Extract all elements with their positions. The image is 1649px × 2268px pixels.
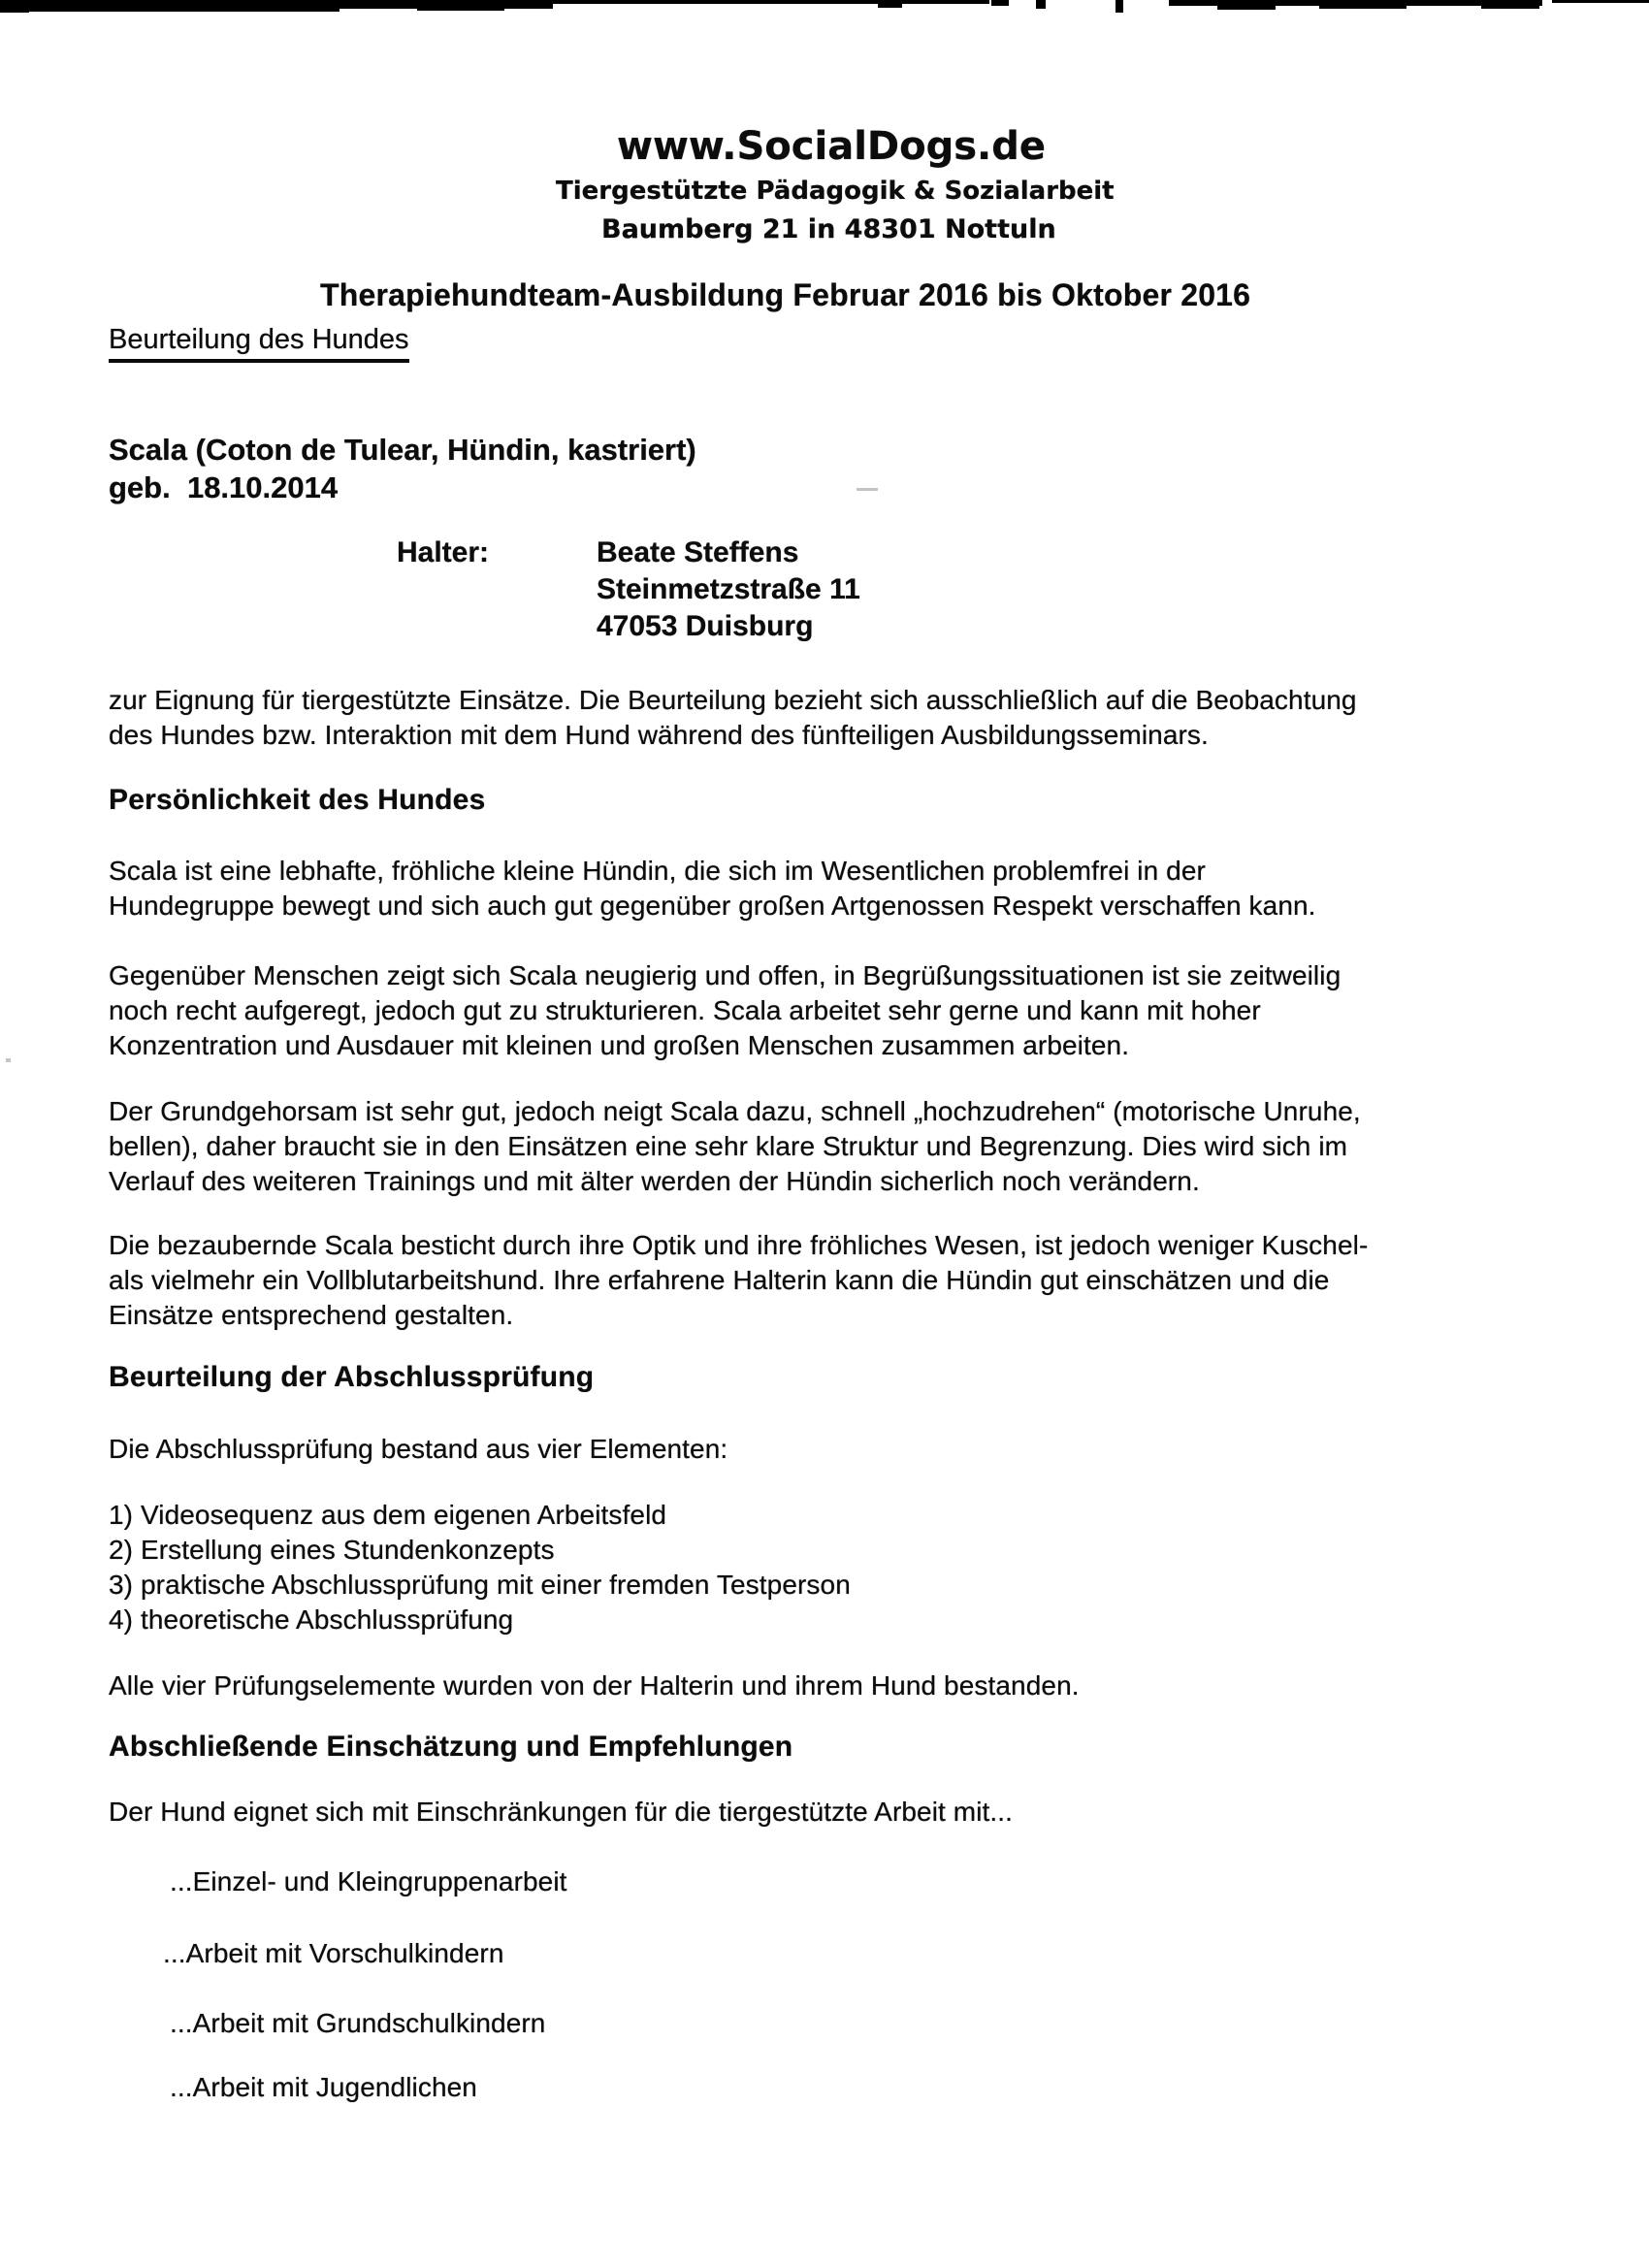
document-title: Therapiehundteam-Ausbildung Februar 2016 bis Oktober 2016	[320, 277, 1251, 312]
letterhead-website: www.SocialDogs.de	[617, 124, 1046, 169]
paragraph-line: noch recht aufgeregt, jedoch gut zu strukturieren. Scala arbeitet sehr gerne und kann mit hoher	[109, 995, 1261, 1025]
exam-intro: Die Abschlussprüfung bestand aus vier Elementen:	[109, 1434, 728, 1464]
scan-speck	[6, 1058, 11, 1062]
exam-item: 1) Videosequenz aus dem eigenen Arbeitsfeld	[109, 1500, 667, 1530]
paragraph-line: Hundegruppe bewegt und sich auch gut gegenüber großen Artgenossen Respekt verschaffen kann.	[109, 891, 1316, 921]
exam-item: 4) theoretische Abschlussprüfung	[109, 1604, 514, 1635]
paragraph-line: Scala ist eine lebhafte, fröhliche kleine Hündin, die sich im Wesentlichen problemfrei in der	[109, 856, 1206, 886]
owner-city: 47053 Duisburg	[597, 610, 814, 642]
paragraph-line: Einsätze entsprechend gestalten.	[109, 1300, 514, 1330]
paragraph-line: Konzentration und Ausdauer mit kleinen und großen Menschen zusammen arbeiten.	[109, 1030, 1130, 1060]
recommendation-intro: Der Hund eignet sich mit Einschränkungen für die tiergestützte Arbeit mit...	[109, 1797, 1014, 1827]
exam-item: 2) Erstellung eines Stundenkonzepts	[109, 1535, 555, 1565]
owner-street: Steinmetzstraße 11	[597, 573, 860, 605]
section-heading-beurteilung-des-hundes: Beurteilung des Hundes	[109, 324, 409, 363]
recommendation-item: ...Einzel- und Kleingruppenarbeit	[170, 1866, 567, 1896]
paragraph-line: Gegenüber Menschen zeigt sich Scala neugierig und offen, in Begrüßungssituationen ist sie zeitweilig	[109, 960, 1342, 990]
recommendation-item: ...Arbeit mit Vorschulkindern	[163, 1938, 504, 1968]
exam-item: 3) praktische Abschlussprüfung mit einer fremden Testperson	[109, 1570, 851, 1600]
paragraph-line: Verlauf des weiteren Trainings und mit älter werden der Hündin sicherlich noch verändern.	[109, 1166, 1200, 1196]
owner-name: Beate Steffens	[597, 536, 799, 568]
letterhead-address: Baumberg 21 in 48301 Nottuln	[601, 214, 1056, 244]
recommendation-item: ...Arbeit mit Grundschulkindern	[170, 2008, 546, 2038]
owner-label: Halter:	[397, 536, 490, 568]
section-heading-persoenlichkeit: Persönlichkeit des Hundes	[109, 784, 486, 816]
paragraph-line: Die bezaubernde Scala besticht durch ihre Optik und ihre fröhliches Wesen, ist jedoch weniger Kuschel-	[109, 1230, 1369, 1260]
exam-result: Alle vier Prüfungselemente wurden von der Halterin und ihrem Hund bestanden.	[109, 1670, 1080, 1701]
assessment-intro-line: des Hundes bzw. Interaktion mit dem Hund während des fünfteiligen Ausbildungsseminars.	[109, 720, 1209, 750]
paragraph-line: bellen), daher braucht sie in den Einsätzen eine sehr klare Struktur und Begrenzung. Dies wird sich im	[109, 1131, 1348, 1161]
paragraph-line: Der Grundgehorsam ist sehr gut, jedoch neigt Scala dazu, schnell „hochzudrehen“ (motorische Unruhe,	[109, 1096, 1361, 1126]
paragraph-line: als vielmehr ein Vollblutarbeitshund. Ihre erfahrene Halterin kann die Hündin gut einschätzen und die	[109, 1265, 1330, 1295]
recommendation-item: ...Arbeit mit Jugendlichen	[170, 2072, 477, 2102]
dog-birthdate-line: geb. 18.10.2014	[109, 470, 339, 504]
section-heading-abschlusspruefung: Beurteilung der Abschlussprüfung	[109, 1361, 595, 1393]
dog-name-line: Scala (Coton de Tulear, Hündin, kastriert)	[109, 433, 696, 467]
assessment-intro-line: zur Eignung für tiergestützte Einsätze. Die Beurteilung bezieht sich ausschließlich auf die Beobachtung	[109, 685, 1357, 715]
scan-speck	[857, 488, 878, 491]
section-heading-empfehlungen: Abschließende Einschätzung und Empfehlungen	[109, 1731, 793, 1763]
letterhead-subtitle: Tiergestützte Pädagogik & Sozialarbeit	[556, 177, 1115, 206]
